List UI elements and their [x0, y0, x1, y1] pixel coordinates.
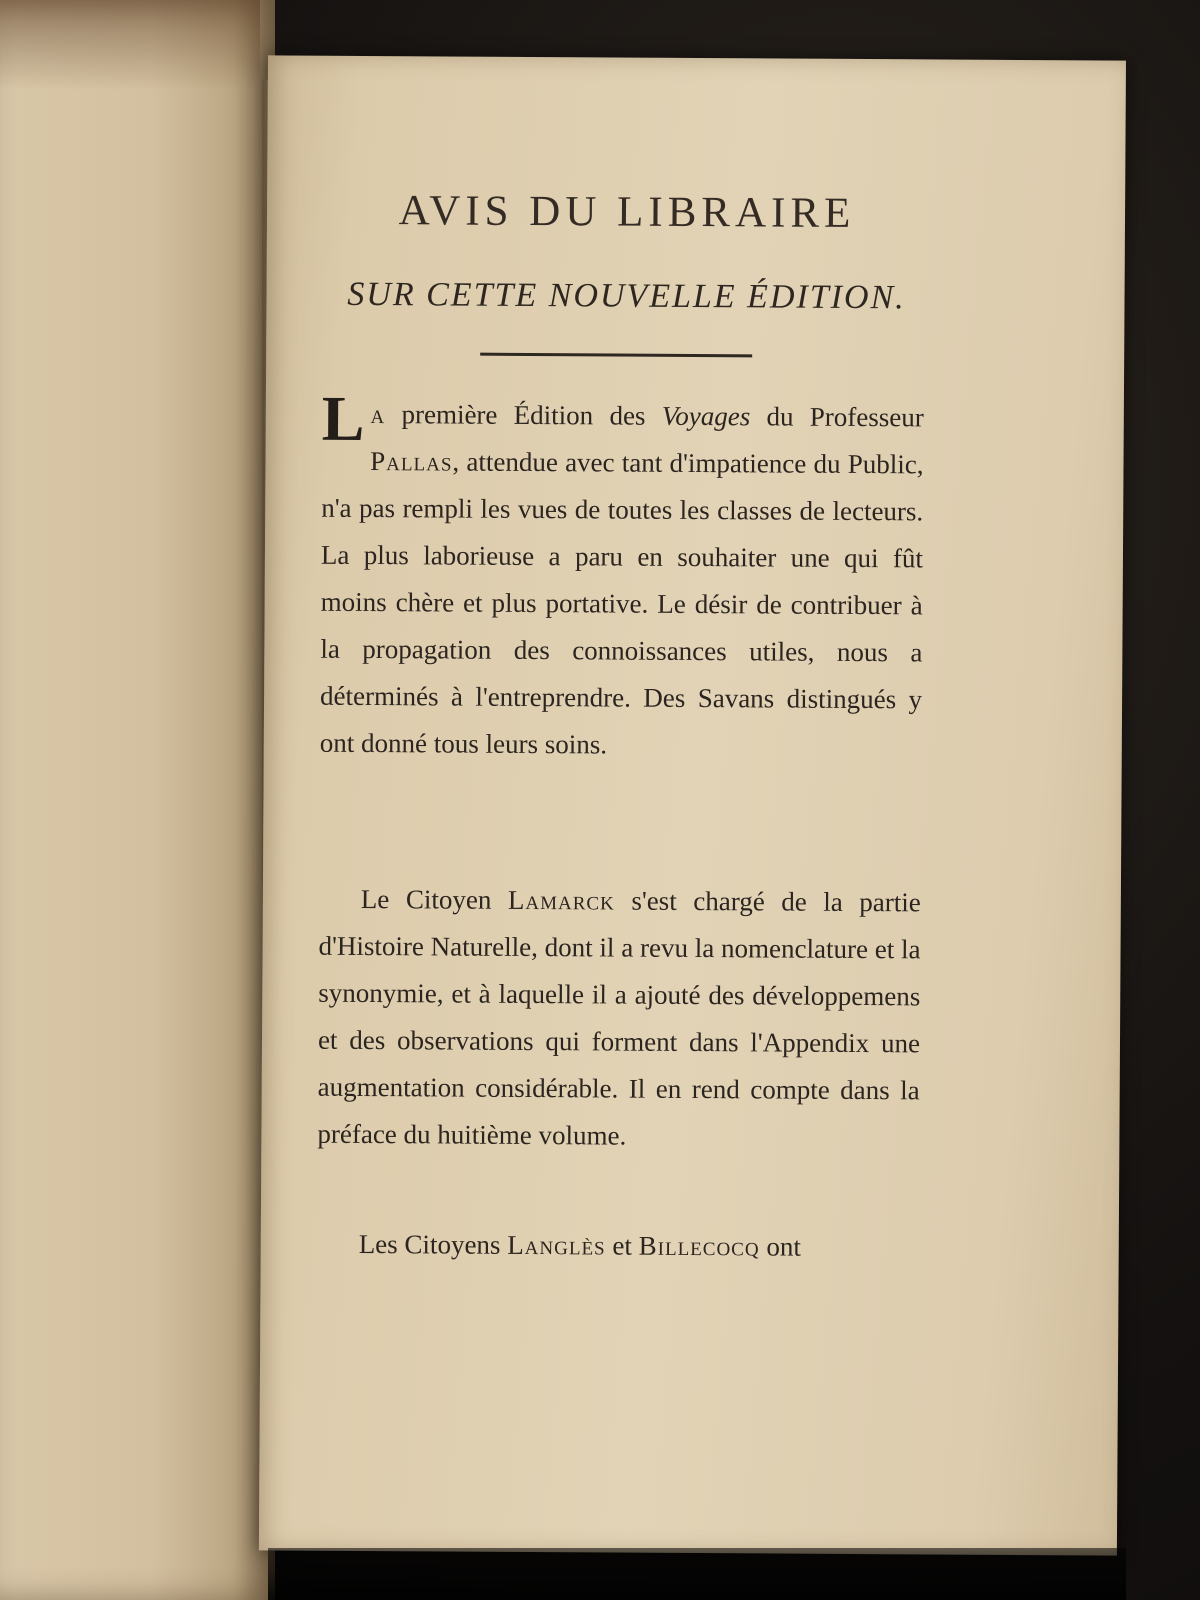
name-lamarck: Lamarck: [507, 884, 615, 916]
paragraph-1-text-c: , attendue avec tant d'impatience du Public, n'a pas rempli les vues de toutes les classes de lecteurs. La plus laborieuse a paru en souhaiter une qui fût moins chère et plus portative. Le désir de contribuer à la propagation des connoissances utiles, nous a déterminés à l'entreprendre. Des Savans distingués y ont donné tous leurs soins.: [319, 446, 924, 760]
paragraph-3-text-b: et: [605, 1230, 639, 1261]
drop-cap-rest: a: [370, 399, 386, 430]
page-subtitle: SUR CETTE NOUVELLE ÉDITION.: [347, 275, 906, 317]
bottom-shadow: [268, 1548, 1126, 1600]
name-billecocq: Billecocq: [638, 1230, 760, 1262]
drop-cap: L: [321, 382, 365, 454]
paragraph-1-italic: Voyages: [661, 400, 751, 432]
paragraph-1: [319, 382, 924, 771]
paragraph-1-text-a: première Édition des: [385, 399, 662, 431]
paragraph-3-text-c: ont: [759, 1231, 801, 1262]
paragraph-2-text-a: Le Citoyen: [360, 883, 509, 915]
paragraph-3-text-a: Les Citoyens: [358, 1228, 508, 1260]
paragraph-2-text-b: s'est chargé de la partie d'Histoire Naturelle, dont il a revu la nomenclature et la synonymie, et à laquelle il a ajouté des développemens et des observations qui forment dans l'Appendix une augmentation considérable. Il en rend compte dans la préface du huitième volume.: [317, 885, 921, 1151]
name-pallas: Pallas: [370, 446, 453, 477]
title-rule: [480, 353, 752, 358]
paragraph-2: [317, 876, 921, 1162]
left-page: [0, 0, 275, 1600]
right-page: [259, 55, 1126, 1555]
binding-edge: [0, 0, 260, 90]
page-title: AVIS DU LIBRAIRE: [398, 187, 856, 237]
paragraph-1-text-b: du Professeur: [750, 401, 924, 433]
name-langles: Langlès: [507, 1229, 606, 1261]
paragraph-3: [317, 1221, 919, 1272]
